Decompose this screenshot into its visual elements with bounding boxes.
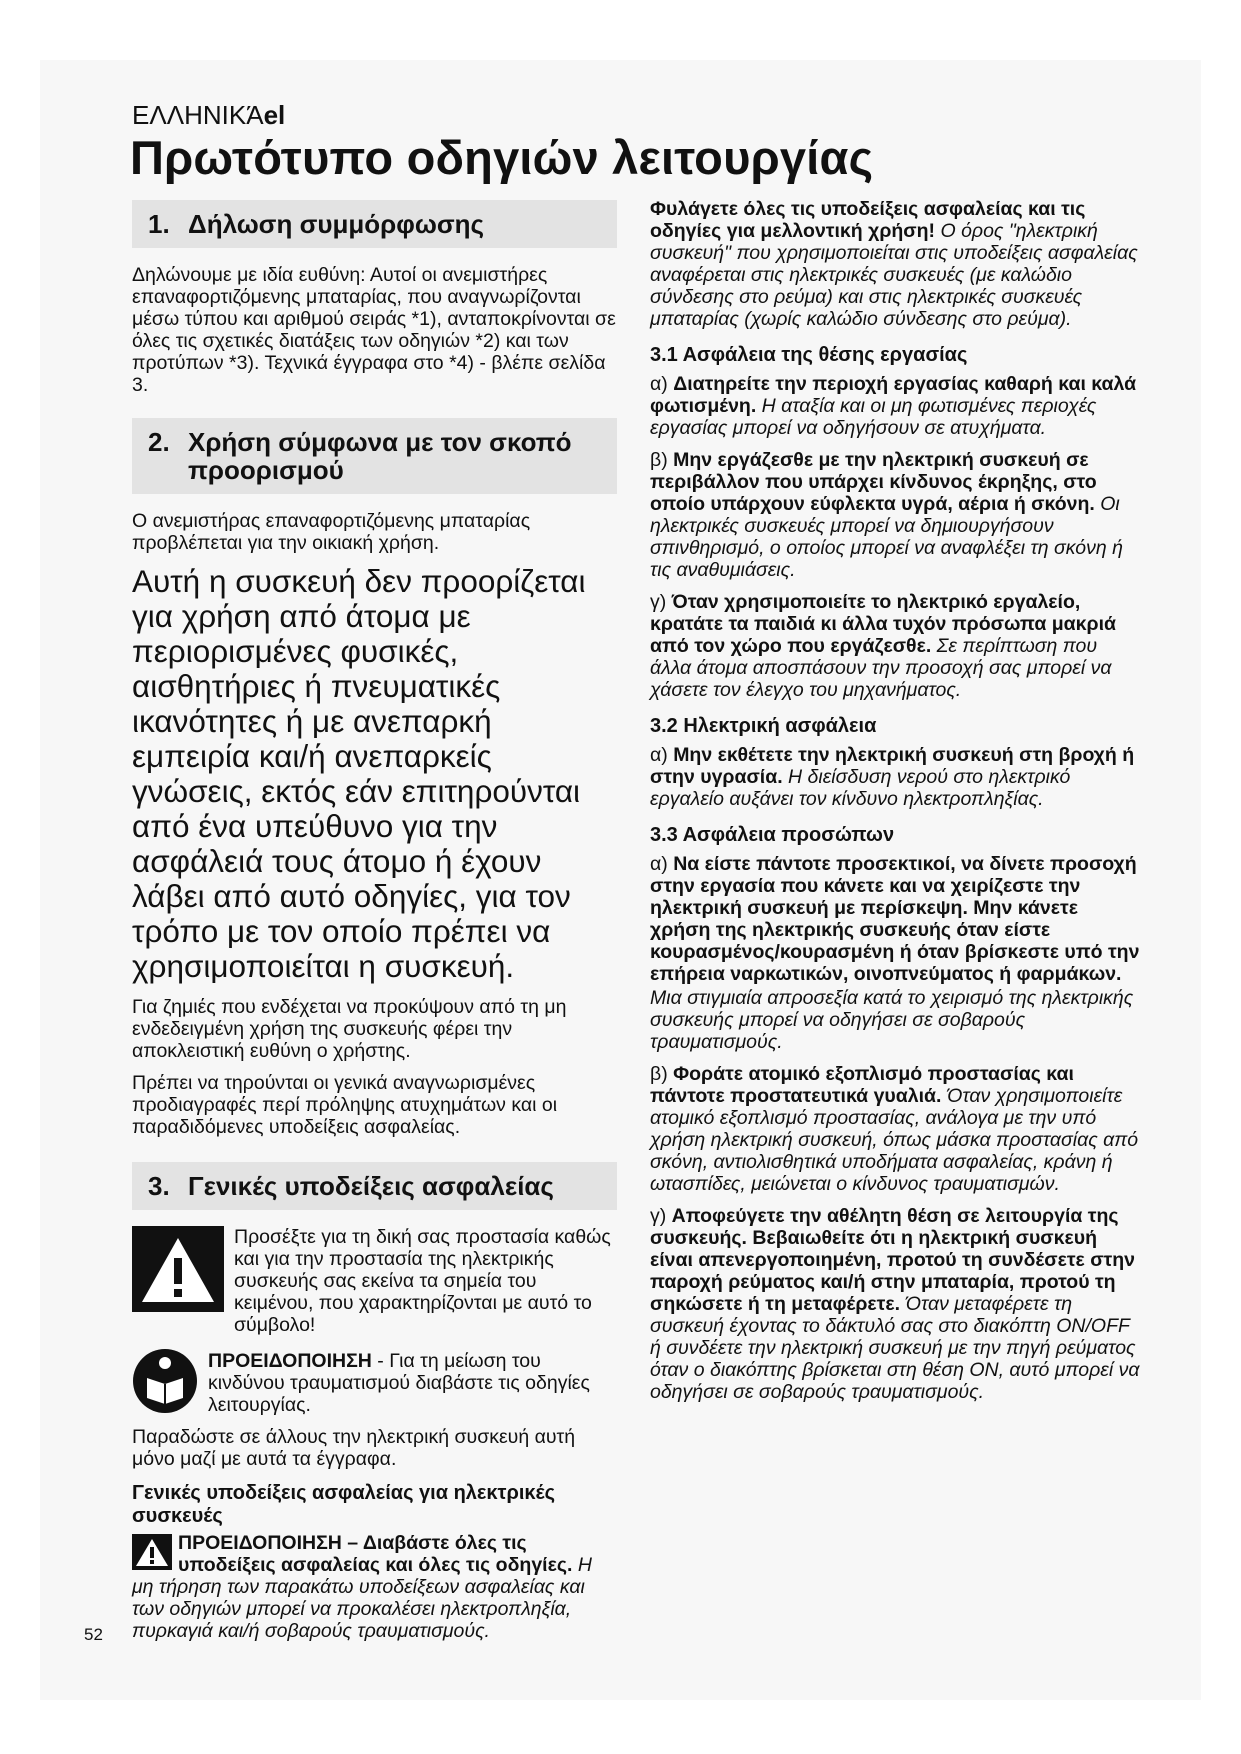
item-3-3-b: β) Φοράτε ατομικό εξοπλισμό προστασίας και πάντοτε προστατευτικά γυαλιά. Όταν χρησιμοποιείτε ατομικό εξοπλισμό προστασίας, ανάλογα με την υπό χρήση ηλεκτρική συσκευή, όπως μάσκα προστασίας από σκόνη, αντιολισθητικά υποδήματα ασφαλείας, κράνη ή ωτασπίδες, μειώνεται ο κίνδυνος τραυματισμών. [650, 1063, 1139, 1195]
conformity-text: Δηλώνουμε με ιδία ευθύνη: Αυτοί οι ανεμιστήρες επαναφορτιζόμενης μπαταρίας, που αναγνωρίζονται μέσω τύπου και αριθμού σειράς *1), ανταποκρίνονται σε όλες τις σχετικές διατάξεις των οδηγιών *2) και των προτύπων *3). Τεχνικά έγγραφα στο *4) - βλέπε σελίδα 3. [132, 264, 616, 396]
section-3-1-heading: 3.1 Ασφάλεια της θέσης εργασίας [650, 344, 968, 366]
item-3-1-c: γ) Όταν χρησιμοποιείτε το ηλεκτρικό εργαλείο, κρατάτε τα παιδιά κι άλλα τυχόν πρόσωπα μακριά από τον χώρο που εργάζεσθε. Σε περίπτωση που άλλα άτομα αποσπάσουν την προσοχή σας μπορεί να χάσετε τον έλεγχο του μηχανήματος. [650, 591, 1116, 701]
warning-symbol-text: Προσέξτε για τη δική σας προστασία καθώς και για την προστασία της ηλεκτρικής συσκευής σας εκείνα τα σημεία του κειμένου, που χαρακτηρίζονται με αυτό το σύμβολο! [234, 1226, 611, 1336]
left-column [132, 200, 617, 1652]
pass-on-text: Παραδώστε σε άλλους την ηλεκτρική συσκευή αυτή μόνο μαζί με αυτά τα έγγραφα. [132, 1426, 576, 1470]
read-manual-icon [132, 1348, 198, 1414]
warning-triangle-icon [132, 1226, 224, 1312]
item-3-3-a-note: Μια στιγμιαία απροσεξία κατά το χειρισμό της ηλεκτρικής συσκευής μπορεί να οδηγήσει σε σοβαρούς τραυματισμούς. [650, 987, 1134, 1053]
section-2-heading: 2. Χρήση σύμφωνα με τον σκοπό προορισμού [132, 418, 617, 494]
page-number: 52 [84, 1625, 103, 1644]
item-3-1-b: β) Μην εργάζεσθε με την ηλεκτρική συσκευή σε περιβάλλον που υπάρχει κίνδυνος έκρηξης, στο οποίο υπάρχουν εύφλεκτα υγρά, αέρια ή σκόνη. Οι ηλεκτρικές συσκευές μπορεί να δημιουργήσουν σπινθηρισμό, ο οποίος μπορεί να αναφλέξει τη σκόνη ή τις αναθυμιάσεις. [650, 449, 1123, 581]
keep-instructions-text: Φυλάγετε όλες τις υποδείξεις ασφαλείας και τις οδηγίες για μελλοντική χρήση! Ο όρος "ηλεκτρική συσκευή" που χρησιμοποιείται στις υποδείξεις ασφαλείας αναφέρεται στις ηλεκτρικές συσκευές (με καλώδιο σύνδεσης στο ρεύμα) και στις ηλεκτρικές συσκευές μπαταρίας (χωρίς καλώδιο σύνδεσης στο ρεύμα). [650, 198, 1138, 330]
warning-symbol-block [132, 1226, 617, 1346]
section-1-heading: 1. Δήλωση συμμόρφωσης [132, 200, 617, 248]
item-3-2-a: α) Μην εκθέτετε την ηλεκτρική συσκευή στη βροχή ή στην υγρασία. Η διείσδυση νερού στο ηλεκτρικό εργαλείο αυξάνει τον κίνδυνο ηλεκτροπληξίας. [650, 744, 1135, 810]
item-3-3-c: γ) Αποφεύγετε την αθέλητη θέση σε λειτουργία της συσκευής. Βεβαιωθείτε ότι η ηλεκτρική συσκευή είναι απενεργοποιημένη, προτού τη συνδέσετε στην παροχή ρεύματος και/ή στην μπαταρία, προτού τη σηκώσετε ή τη μεταφέρετε. Όταν μεταφέρετε τη συσκευή έχοντας το δάκτυλό σας στο διακόπτη ON/OFF ή συνδέετε την ηλεκτρική συσκευή με την πηγή ρεύματος όταν ο διακόπτης βρίσκεται στη θέση ON, αυτό μπορεί να οδηγήσει σε σοβαρούς τραυματισμούς. [650, 1205, 1140, 1403]
language-label: ΕΛΛΗΝΙΚΆel [132, 100, 286, 130]
item-3-1-a: α) Διατηρείτε την περιοχή εργασίας καθαρή και καλά φωτισμένη. Η αταξία και οι μη φωτισμένες περιοχές εργασίας μπορεί να οδηγήσουν σε ατυχήματα. [650, 373, 1137, 439]
section-3-heading: 3. Γενικές υποδείξεις ασφαλείας [132, 1162, 617, 1210]
section-3-3-heading: 3.3 Ασφάλεια προσώπων [650, 824, 895, 846]
restriction-text: Αυτή η συσκευή δεν προορίζεται για χρήση από άτομα με περιορισμένες φυσικές, αισθητήριες ή πνευματικές ικανότητες ή με ανεπαρκή εμπειρία και/ή ανεπαρκείς γνώσεις, εκτός εάν επιτηρούνται από ένα υπεύθυνο για την ασφάλειά τους άτομο ή έχουν λάβει από αυτό οδηγίες, για τον τρόπο με τον οποίο πρέπει να χρησιμοποιείται η συσκευή. [132, 563, 586, 984]
section-3-2-heading: 3.2 Ηλεκτρική ασφάλεια [650, 715, 877, 737]
small-warning-icon [132, 1534, 172, 1570]
intended-use-text: Ο ανεμιστήρας επαναφορτιζόμενης μπαταρίας προβλέπεται για την οικιακή χρήση. [132, 510, 531, 554]
warning-read-all-text: ΠΡΟΕΙΔΟΠΟΙΗΣΗ – Διαβάστε όλες τις υποδείξεις ασφαλείας και όλες τις οδηγίες. Η μη τήρηση των παρακάτω υποδείξεων ασφαλείας και των οδηγιών μπορεί να προκαλέσει ηλεκτροπληξία, πυρκαγιά και/ή σοβαρούς τραυματισμούς. [132, 1532, 592, 1642]
general-safety-heading: Γενικές υποδείξεις ασφαλείας για ηλεκτρικές συσκευές [132, 1482, 555, 1527]
item-3-3-a: α) Να είστε πάντοτε προσεκτικοί, να δίνετε προσοχή στην εργασία που κάνετε και να χειρίζεστε την ηλεκτρική συσκευή με περίσκεψη. Μην κάνετε χρήση της ηλεκτρικής συσκευής όταν είστε κουρασμένος/κουρασμένη ή όταν βρίσκεστε υπό την επήρεια ναρκωτικών, οινοπνεύματος ή φαρμάκων. [650, 853, 1140, 985]
read-manual-block: ΠΡΟΕΙΔΟΠΟΙΗΣΗ - Για τη μείωση του κινδύνου τραυματισμού διαβάστε τις οδηγίες λειτουργίας. [132, 1346, 617, 1426]
liability-text: Για ζημιές που ενδέχεται να προκύψουν από τη μη ενδεδειγμένη χρήση της συσκευής φέρει την αποκλειστική ευθύνη ο χρήστης. [132, 996, 567, 1062]
regulations-text: Πρέπει να τηρούνται οι γενικά αναγνωρισμένες προδιαγραφές περί πρόληψης ατυχημάτων και οι παραδιδόμενες υποδείξεις ασφαλείας. [132, 1072, 558, 1138]
right-column [650, 198, 1140, 1413]
page-title: Πρωτότυπο οδηγιών λειτουργίας [130, 131, 874, 184]
